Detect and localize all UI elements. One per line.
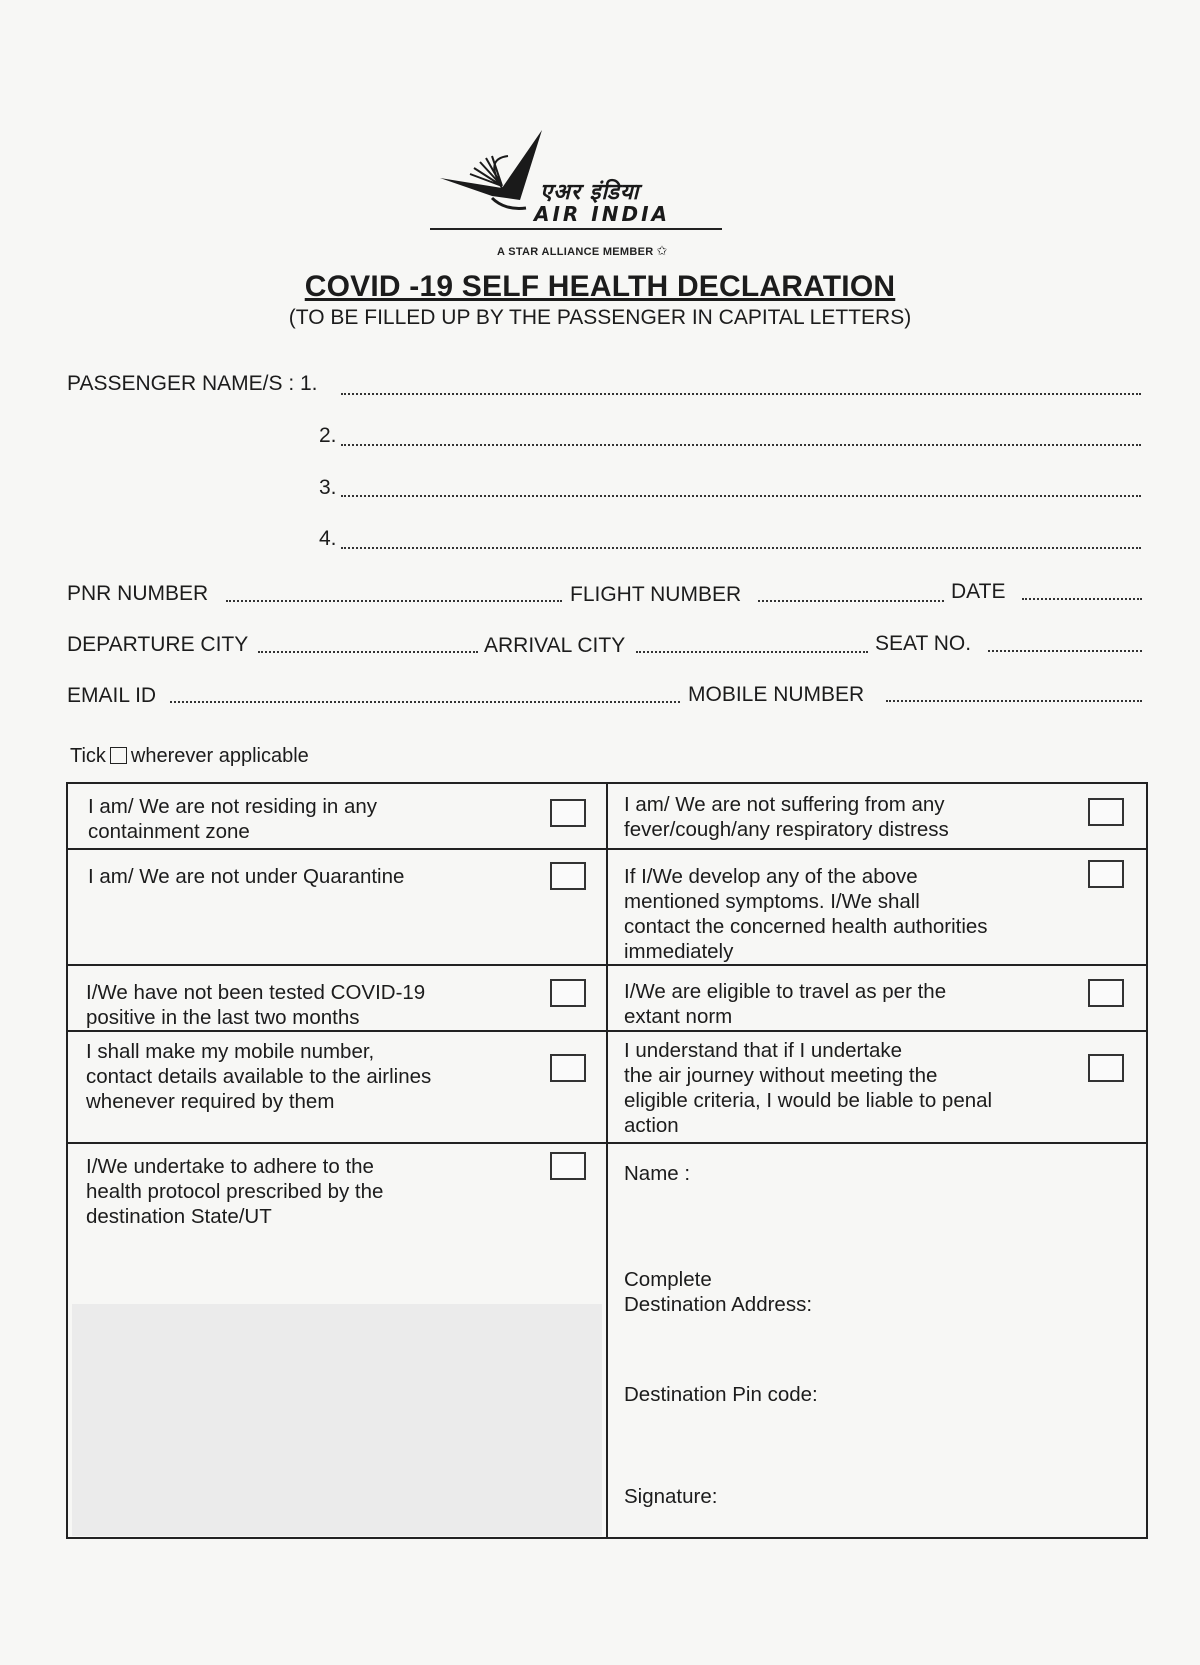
declaration-no-symptoms: I am/ We are not suffering from any fever/cough/any respiratory distress: [624, 793, 949, 841]
air-india-logo: [430, 128, 730, 238]
checkbox-report-symptoms[interactable]: [1088, 860, 1124, 888]
seat-no-label: SEAT NO.: [875, 632, 972, 655]
date-field[interactable]: [1022, 598, 1142, 600]
mobile-number-label: MOBILE NUMBER: [688, 683, 865, 706]
passenger-4-label: 4.: [319, 527, 337, 550]
redacted-area: [72, 1304, 602, 1536]
destination-pin-label: Destination Pin code:: [624, 1383, 818, 1406]
pnr-label: PNR NUMBER: [67, 582, 209, 605]
checkbox-containment-zone[interactable]: [550, 799, 586, 827]
date-label: DATE: [951, 580, 1006, 603]
checkbox-not-tested-positive[interactable]: [550, 979, 586, 1007]
alliance-tagline: A STAR ALLIANCE MEMBER ✩: [497, 243, 668, 258]
declaration-table: [66, 782, 1148, 1539]
departure-city-field[interactable]: [258, 651, 478, 653]
checkbox-share-contact[interactable]: [550, 1054, 586, 1082]
passenger-names-label: PASSENGER NAME/S : 1.: [67, 372, 318, 395]
pnr-field[interactable]: [226, 600, 562, 602]
passenger-2-label: 2.: [319, 424, 337, 447]
tick-sample-box: [110, 747, 127, 764]
declaration-health-protocol: I/We undertake to adhere to the health protocol prescribed by the destination State/UT: [86, 1155, 384, 1228]
declaration-share-contact: I shall make my mobile number, contact details available to the airlines whenever required by them: [86, 1040, 432, 1113]
star-alliance-icon: ✩: [656, 243, 668, 258]
mobile-number-field[interactable]: [886, 700, 1142, 702]
email-label: EMAIL ID: [67, 684, 157, 707]
logo-hindi-wordmark: एअर इंडिया: [540, 180, 640, 205]
declaration-eligible-to-travel: I/We are eligible to travel as per the extant norm: [624, 980, 947, 1028]
declaration-containment-zone: I am/ We are not residing in any containment zone: [88, 795, 378, 843]
passenger-1-field[interactable]: [341, 393, 1141, 395]
signature-label: Signature:: [624, 1485, 718, 1508]
declaration-not-quarantined: I am/ We are not under Quarantine: [88, 865, 405, 888]
arrival-city-field[interactable]: [636, 651, 868, 653]
passenger-3-label: 3.: [319, 476, 337, 499]
form-title: COVID -19 SELF HEALTH DECLARATION: [304, 270, 896, 303]
destination-address-label: Complete Destination Address:: [624, 1268, 813, 1316]
flight-number-field[interactable]: [758, 600, 944, 602]
passenger-2-field[interactable]: [341, 444, 1141, 446]
seat-no-field[interactable]: [988, 650, 1142, 652]
table-column-divider: [606, 784, 608, 1537]
declaration-not-tested-positive: I/We have not been tested COVID-19 positive in the last two months: [86, 981, 426, 1029]
passenger-4-field[interactable]: [341, 547, 1141, 549]
checkbox-penal-action[interactable]: [1088, 1054, 1124, 1082]
declaration-penal-action: I understand that if I undertake the air journey without meeting the eligible criteria, I would be liable to penal action: [624, 1039, 993, 1137]
checkbox-not-quarantined[interactable]: [550, 862, 586, 890]
declaration-report-symptoms: If I/We develop any of the above mentioned symptoms. I/We shall contact the concerned health authorities immediately: [624, 865, 988, 963]
flight-number-label: FLIGHT NUMBER: [570, 583, 742, 606]
tick-instruction: Tick wherever applicable: [70, 745, 309, 767]
passenger-3-field[interactable]: [341, 495, 1141, 497]
logo-divider: [430, 228, 722, 230]
arrival-city-label: ARRIVAL CITY: [484, 634, 626, 657]
form-subtitle: (TO BE FILLED UP BY THE PASSENGER IN CAPITAL LETTERS): [288, 306, 912, 329]
departure-city-label: DEPARTURE CITY: [67, 633, 249, 656]
name-label: Name :: [624, 1162, 691, 1185]
flying-swan-icon: [430, 128, 550, 228]
checkbox-eligible-to-travel[interactable]: [1088, 979, 1124, 1007]
email-field[interactable]: [170, 701, 680, 703]
checkbox-health-protocol[interactable]: [550, 1152, 586, 1180]
logo-english-wordmark: AIR INDIA: [534, 202, 670, 226]
checkbox-no-symptoms[interactable]: [1088, 798, 1124, 826]
